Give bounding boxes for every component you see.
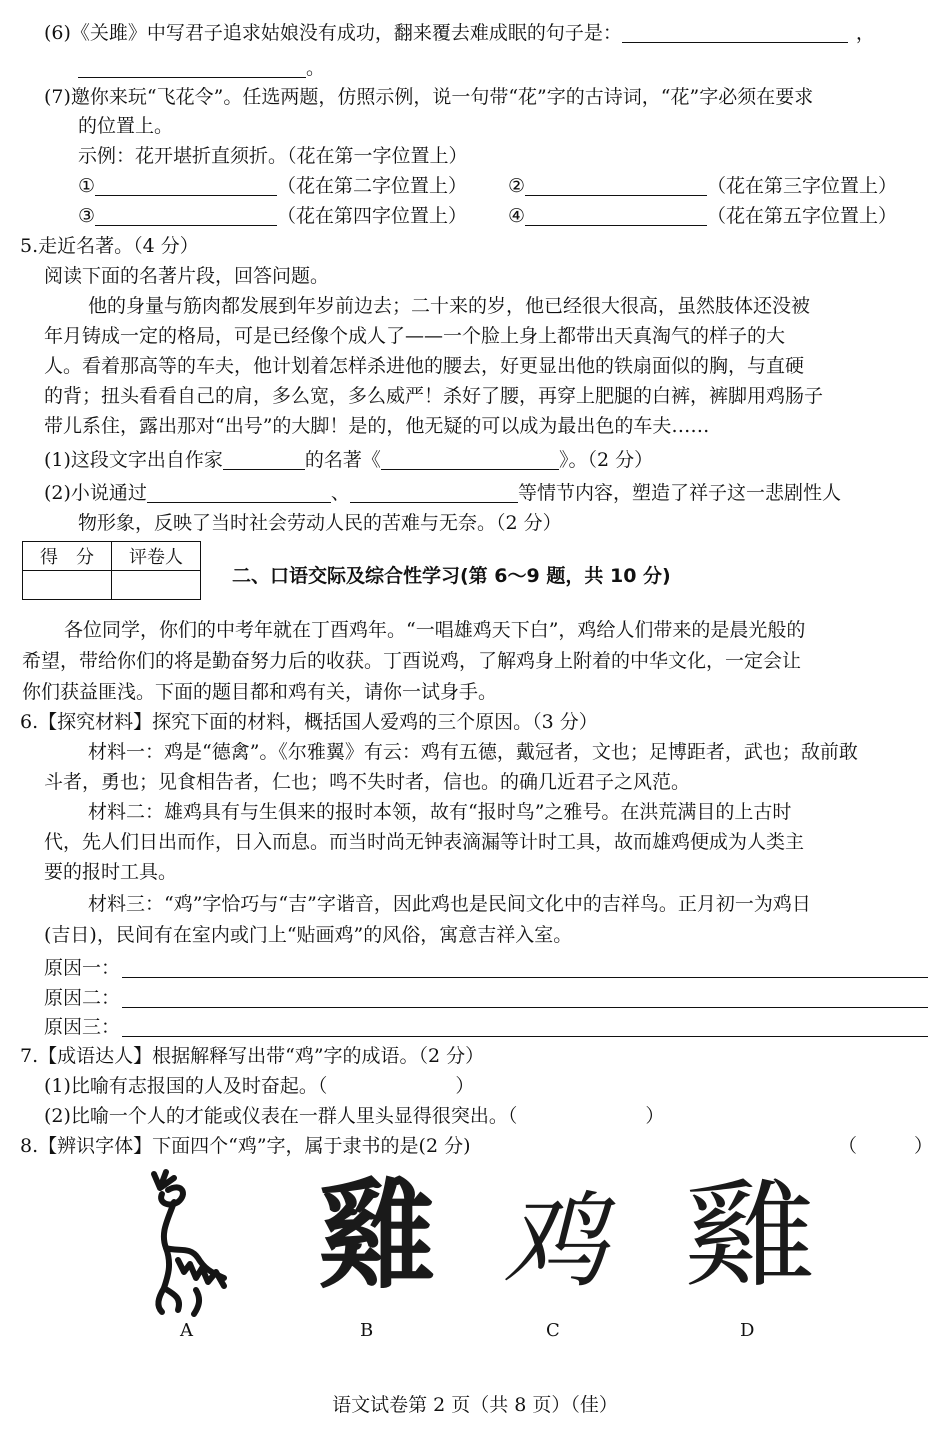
question-7-option-3: ③ （花在第四字位置上） — [78, 205, 468, 227]
excerpt-line: 的背；扭头看看自己的肩，多么宽，多么威严！杀好了腰，再穿上肥腿的白裤，裤脚用鸡肠子 — [44, 385, 824, 407]
excerpt-line: 他的身量与筋肉都发展到年岁前边去；二十来的岁，他已经很大很高，虽然肢体还没被 — [88, 295, 811, 317]
glyph-d: 雞 — [683, 1169, 817, 1304]
material-line: 材料二：雄鸡具有与生俱来的报时本领，故有“报时鸟”之雅号。在洪荒满目的上古时 — [88, 801, 792, 823]
question-5-sub-1: (1)这段文字出自作家 的名著《 》。（2 分） — [44, 449, 654, 471]
excerpt-line: 人。看着那高等的车夫，他计划着怎样杀进他的腰去，好更显出他的铁扇面似的胸，与直硬 — [44, 355, 805, 377]
question-6-title: 6.【探究材料】探究下面的材料，概括国人爱鸡的三个原因。（3 分） — [20, 711, 598, 733]
question-8-title: 8.【辨识字体】下面四个“鸡”字，属于隶书的是(2 分) — [20, 1135, 471, 1157]
idiom-question-2: (2)比喻一个人的才能或仪表在一群人里头显得很突出。（ ） — [44, 1105, 665, 1127]
reason-3-label: 原因三： — [44, 1016, 121, 1038]
plot-blank-1[interactable] — [147, 482, 331, 503]
grader-header: 评卷人 — [112, 542, 201, 571]
question-5-title: 5.走近名著。（4 分） — [20, 235, 199, 257]
answer-blank[interactable] — [525, 205, 707, 226]
question-6-line-2 — [78, 55, 325, 81]
excerpt-line: 年月铸成一定的格局，可是已经像个成人了——一个脸上身上都带出天真淘气的样子的大 — [44, 325, 786, 347]
question-7-line-2: 的位置上。 — [78, 115, 174, 137]
score-cell[interactable] — [23, 571, 112, 600]
score-box — [22, 541, 201, 600]
question-5-sub-2: (2)小说通过 、 等情节内容，塑造了祥子这一悲剧性人 — [44, 482, 841, 504]
question-5-intro: 阅读下面的名著片段，回答问题。 — [44, 265, 330, 287]
reason-1-blank[interactable] — [122, 977, 928, 978]
reason-2-blank[interactable] — [122, 1007, 928, 1008]
glyph-c: 鸡 — [502, 1180, 607, 1302]
option-c-label: C — [546, 1320, 560, 1341]
excerpt-line: 带儿系住，露出那对“出号”的大脚！是的，他无疑的可以成为最出色的车夫…… — [44, 415, 710, 437]
question-7-option-4: ④ （花在第五字位置上） — [508, 205, 898, 227]
answer-blank[interactable] — [78, 57, 306, 78]
option-d-label: D — [740, 1320, 755, 1341]
question-7-option-2: ② （花在第三字位置上） — [508, 175, 898, 197]
rooster-pictograph-icon — [138, 1168, 248, 1318]
option-b-label: B — [360, 1320, 374, 1341]
question-7-example: 示例：花开堪折直须折。（花在第一字位置上） — [78, 145, 468, 167]
glyph-b: 雞 — [318, 1166, 437, 1305]
answer-blank[interactable] — [95, 175, 277, 196]
answer-paren[interactable]: （ ） — [838, 1135, 934, 1157]
idiom-question-1: (1)比喻有志报国的人及时奋起。（ ） — [44, 1075, 475, 1097]
intro-line: 各位同学，你们的中考年就在丁酉鸡年。“一唱雄鸡天下白”，鸡给人们带来的是晨光般的 — [64, 619, 806, 641]
option-a-label: A — [180, 1320, 193, 1341]
material-line: 材料一：鸡是“德禽”。《尔雅翼》有云：鸡有五德，戴冠者，文也；足博距者，武也；敌前敢 — [88, 741, 858, 763]
material-line: 斗者，勇也；见食相告者，仁也；鸣不失时者，信也。的确几近君子之风范。 — [44, 771, 691, 793]
question-7-title: 7.【成语达人】根据解释写出带“鸡”字的成语。（2 分） — [20, 1045, 485, 1067]
punct: ， — [855, 22, 875, 44]
intro-line: 希望，带给你们的将是勤奋努力后的收获。丁酉说鸡，了解鸡身上附着的中华文化，一定会让 — [22, 650, 802, 672]
answer-blank[interactable] — [95, 205, 277, 226]
title-blank[interactable] — [381, 449, 559, 470]
reason-1-label: 原因一： — [44, 957, 121, 979]
question-6-text: (6)《关雎》中写君子追求姑娘没有成功，翻来覆去难成眠的句子是： — [44, 22, 622, 44]
material-line: 代，先人们日出而作，日入而息。而当时尚无钟表滴漏等计时工具，故而雄鸡便成为人类主 — [44, 831, 805, 853]
question-7-line-1: (7)邀你来玩“飞花令”。任选两题，仿照示例，说一句带“花”字的古诗词，“花”字必须在要求 — [44, 86, 814, 108]
section-2-title: 二、口语交际及综合性学习(第 6～9 题，共 10 分) — [232, 565, 671, 587]
reason-3-blank[interactable] — [122, 1036, 928, 1037]
plot-blank-2[interactable] — [350, 482, 518, 503]
reason-2-label: 原因二： — [44, 987, 121, 1009]
answer-blank[interactable] — [622, 22, 848, 43]
question-6-line — [44, 20, 875, 46]
question-5-sub-2-cont: 物形象，反映了当时社会劳动人民的苦难与无奈。（2 分） — [78, 512, 562, 534]
answer-blank[interactable] — [525, 175, 707, 196]
material-line: 要的报时工具。 — [44, 861, 178, 883]
question-7-option-1: ① （花在第二字位置上） — [78, 175, 468, 197]
score-header: 得 分 — [23, 542, 112, 571]
punct: 。 — [306, 57, 326, 79]
intro-line: 你们获益匪浅。下面的题目都和鸡有关，请你一试身手。 — [22, 681, 498, 703]
author-blank[interactable] — [223, 449, 305, 470]
grader-cell[interactable] — [112, 571, 201, 600]
material-line: 材料三：“鸡”字恰巧与“吉”字谐音，因此鸡也是民间文化中的吉祥鸟。正月初一为鸡日 — [88, 893, 811, 915]
material-line: (吉日)，民间有在室内或门上“贴画鸡”的风俗，寓意吉祥入室。 — [44, 924, 573, 946]
page-footer: 语文试卷第 2 页（共 8 页）（佳） — [332, 1394, 618, 1416]
